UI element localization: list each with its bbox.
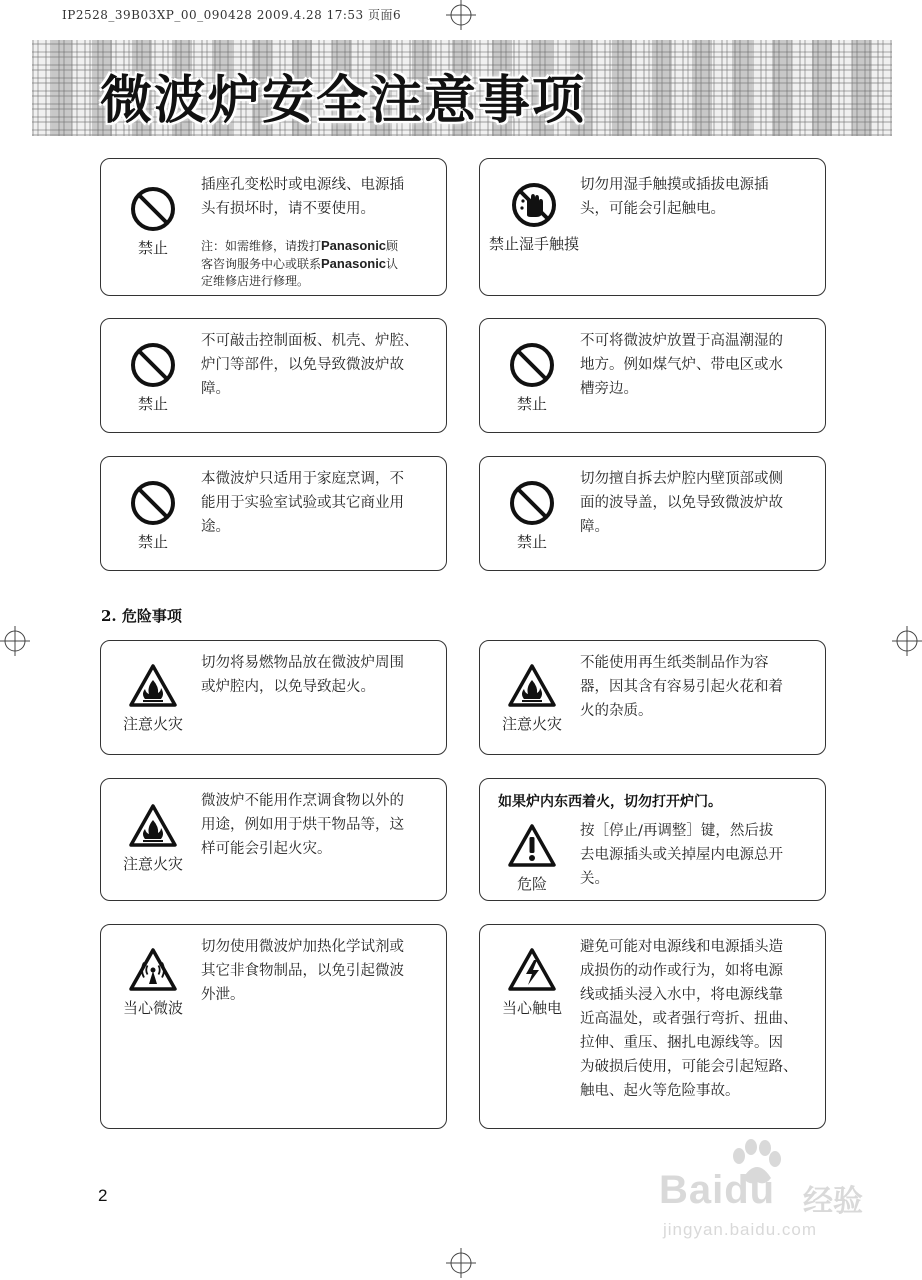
card-line: 按［停止/再调整］键，然后拔: [580, 823, 774, 839]
danger-card-recycled-paper: [479, 640, 826, 755]
card-text: [201, 467, 404, 539]
icon-label: 禁止: [516, 533, 547, 551]
card-heading: 如果炉内东西着火，切勿打开炉门。: [498, 794, 722, 810]
danger-card-power-cord: [479, 924, 826, 1129]
card-line: 避免可能对电源线和电源插头造: [580, 939, 783, 955]
page-title: 微波炉安全注意事项: [100, 71, 587, 131]
icon-label: 当心触电: [501, 999, 562, 1017]
card-text: [580, 819, 783, 891]
card-text: [580, 173, 769, 221]
section-heading: [101, 605, 182, 626]
icon-label: 禁止: [137, 533, 168, 551]
fire-warning-icon: [507, 663, 557, 709]
card-line: 去电源插头或关掉屋内电源总开: [580, 847, 783, 863]
watermark-url: jingyan.baidu.com: [663, 1220, 818, 1239]
prohibit-icon: [129, 185, 177, 233]
registration-mark-left: [0, 626, 30, 656]
card-text: [201, 935, 404, 1007]
service-note: [201, 237, 398, 290]
danger-card-fire-inside: [479, 778, 826, 901]
page-number: 2: [98, 1186, 108, 1205]
print-header: IP2528_39B03XP_00_090428 2009.4.28 17:53 页面6: [62, 8, 402, 22]
safety-card-humid-place: [479, 318, 826, 433]
icon-label: 当心微波: [122, 999, 183, 1017]
card-line: 样可能会引起火灾。: [201, 841, 332, 857]
card-line: 切勿使用微波炉加热化学试剂或: [201, 939, 404, 955]
card-line: 炉门等部件，以免导致微波炉故: [201, 357, 404, 373]
icon-label: 危险: [516, 875, 547, 893]
card-line: 外泄。: [201, 987, 245, 1003]
card-line: 障。: [580, 519, 609, 535]
icon-label: 禁止湿手触摸: [488, 235, 579, 253]
card-line: 插座孔变松时或电源线、电源插: [201, 177, 404, 193]
card-text: [201, 173, 404, 221]
fire-warning-icon: [128, 663, 178, 709]
card-line: 不能使用再生纸类制品作为容: [580, 655, 769, 671]
prohibit-icon: [129, 479, 177, 527]
card-line: 火的杂质。: [580, 703, 653, 719]
registration-mark-right: [892, 626, 922, 656]
prohibit-icon: [508, 341, 556, 389]
card-line: 切勿擅自拆去炉腔内壁顶部或侧: [580, 471, 783, 487]
note-line: 客咨询服务中心或联系Panasonic认: [201, 256, 399, 271]
card-line: 槽旁边。: [580, 381, 638, 397]
section-title: 危险事项: [121, 607, 182, 625]
card-line: 面的波导盖，以免导致微波炉故: [580, 495, 783, 511]
card-line: 拉伸、重压、捆扎电源线等。因: [580, 1035, 783, 1051]
microwave-radiation-icon: [128, 947, 178, 993]
no-wet-hands-icon: [510, 181, 558, 229]
card-text: [580, 651, 783, 723]
safety-card-loose-socket: [100, 158, 447, 296]
card-text: [201, 789, 404, 861]
safety-card-no-striking: [100, 318, 447, 433]
icon-label: 禁止: [516, 395, 547, 413]
icon-label: 注意火灾: [501, 715, 562, 733]
card-text: [580, 329, 783, 401]
card-line: 能用于实验室试验或其它商业用: [201, 495, 404, 511]
card-text: [580, 935, 798, 1103]
card-text: [201, 329, 419, 401]
registration-mark-bottom: [446, 1248, 476, 1278]
card-line: 器，因其含有容易引起火花和着: [580, 679, 783, 695]
safety-card-household-only: [100, 456, 447, 571]
card-line: 障。: [201, 381, 230, 397]
card-line: 线或插头浸入水中，将电源线靠: [580, 987, 783, 1003]
electric-shock-icon: [507, 947, 557, 993]
card-line: 切勿将易燃物品放在微波炉周围: [201, 655, 404, 671]
brand-name: Panasonic: [321, 238, 387, 253]
card-line: 其它非食物制品，以免引起微波: [201, 963, 404, 979]
danger-card-non-food-use: [100, 778, 447, 901]
card-text: [580, 467, 783, 539]
card-line: 关。: [580, 871, 609, 887]
danger-card-microwave-leak: [100, 924, 447, 1129]
card-line: 微波炉不能用作烹调食物以外的: [201, 793, 404, 809]
card-line: 不可将微波炉放置于高温潮湿的: [580, 333, 783, 349]
prohibit-icon: [129, 341, 177, 389]
icon-label: 禁止: [137, 395, 168, 413]
card-line: 触电、起火等危险事故。: [580, 1083, 740, 1099]
watermark-sub: 经验: [803, 1184, 863, 1219]
card-line: 本微波炉只适用于家庭烹调，不: [201, 471, 404, 487]
card-line: 头有损坏时，请不要使用。: [201, 201, 375, 217]
card-line: 切勿用湿手触摸或插拔电源插: [580, 177, 769, 193]
baidu-watermark: [655, 1138, 895, 1258]
danger-card-flammables: [100, 640, 447, 755]
icon-label: 注意火灾: [122, 715, 183, 733]
safety-card-waveguide-cover: [479, 456, 826, 571]
card-text: [201, 651, 404, 699]
card-line: 地方。例如煤气炉、带电区或水: [580, 357, 783, 373]
prohibit-icon: [508, 479, 556, 527]
danger-exclamation-icon: [507, 823, 557, 869]
card-line: 或炉腔内，以免导致起火。: [201, 679, 375, 695]
fire-warning-icon: [128, 803, 178, 849]
registration-mark-top: [446, 0, 476, 30]
card-line: 头，可能会引起触电。: [580, 201, 725, 217]
icon-label: 注意火灾: [122, 855, 183, 873]
brand-name: Panasonic: [321, 256, 387, 271]
card-line: 为破损后使用，可能会引起短路、: [580, 1059, 798, 1075]
card-line: 途。: [201, 519, 230, 535]
card-line: 用途，例如用于烘干物品等，这: [201, 817, 404, 833]
safety-card-wet-hands: [479, 158, 826, 296]
watermark-brand: Baidu: [659, 1168, 776, 1212]
note-line: 注：如需维修，请拨打Panasonic顾: [201, 238, 399, 253]
note-line: 定维修店进行修理。: [201, 274, 310, 288]
icon-label: 禁止: [137, 239, 168, 257]
card-line: 成损伤的动作或行为，如将电源: [580, 963, 783, 979]
card-line: 不可敲击控制面板、机壳、炉腔、: [201, 333, 419, 349]
section-number: 2.: [101, 607, 117, 625]
card-line: 近高温处，或者强行弯折、扭曲、: [580, 1011, 798, 1027]
